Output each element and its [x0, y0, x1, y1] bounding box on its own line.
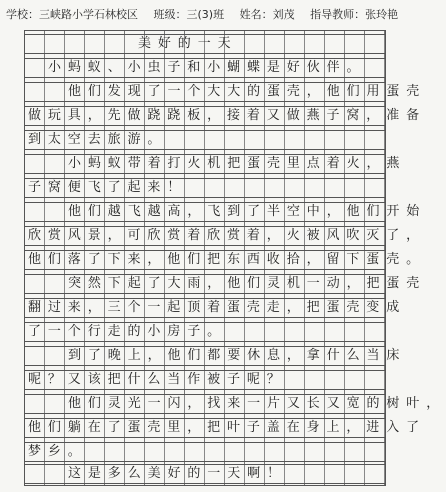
essay-line: 梦乡。 — [25, 442, 385, 462]
essay-line: 呢？又该把什么当作被子呢？ — [25, 370, 385, 390]
student-name-label: 姓名： — [239, 8, 273, 21]
essay-line: 到了晚上，他们都要休息，拿什么当床 — [25, 346, 385, 366]
essay-title: 美好的一天 — [25, 34, 385, 54]
essay-line: 他们发现了一个大大的蛋壳，他们用蛋壳 — [25, 82, 385, 102]
essay-line: 突然下起了大雨，他们灵机一动，把蛋壳 — [25, 274, 385, 294]
class-name: 三(3)班 — [186, 8, 225, 21]
essay-line: 了一个行走的小房子。 — [25, 322, 385, 342]
grid-paper — [24, 30, 446, 486]
essay-line: 他们躺在了蛋壳里，把叶子盖在身上，进入了 — [25, 418, 385, 438]
essay-line: 子窝便飞了起来！ — [25, 178, 385, 198]
school-name: 三峡路小学石林校区 — [39, 8, 138, 21]
essay-line: 他们越飞越高，飞到了半空中，他们开始 — [25, 202, 385, 222]
teacher-name: 张玲艳 — [365, 8, 399, 21]
class-label: 班级： — [153, 8, 187, 21]
essay-line: 做玩具，先做跷跷板，接着又做燕子窝，准备 — [25, 106, 385, 126]
student-name: 刘茂 — [272, 8, 295, 21]
essay-line: 到太空去旅游。 — [25, 130, 385, 150]
essay-header — [6, 6, 399, 24]
essay-line: 这是多么美好的一天啊！ — [25, 464, 385, 484]
school-label: 学校： — [6, 8, 39, 21]
teacher-label: 指导教师： — [310, 8, 366, 21]
essay-line: 他们灵光一闪，找来一片又长又宽的树叶， — [25, 394, 385, 414]
essay-line: 他们落了下来，他们把东西收拾，留下蛋壳。 — [25, 250, 385, 270]
essay-line: 欣赏风景，可欣赏着欣赏着，火被风吹灭了， — [25, 226, 385, 246]
essay-line: 小蚂蚁、小虫子和小蝴蝶是好伙伴。 — [25, 58, 385, 78]
essay-line: 翻过来，三个一起顶着蛋壳走，把蛋壳变成 — [25, 298, 385, 318]
essay-line: 小蚂蚁带着打火机把蛋壳里点着火，燕 — [25, 154, 385, 174]
